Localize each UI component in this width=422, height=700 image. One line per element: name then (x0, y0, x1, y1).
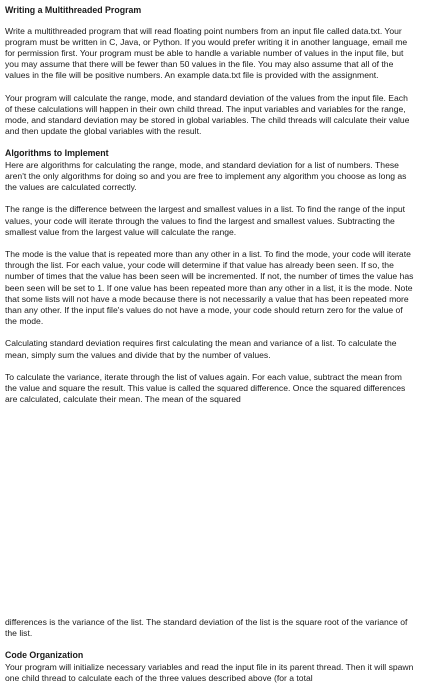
algorithms-heading: Algorithms to Implement (5, 148, 109, 159)
variance-continued-paragraph: differences is the variance of the list. The standard deviation of the list is the square root of the variance of the list. (5, 617, 408, 639)
intro-paragraph: Write a multithreaded program that will read floating point numbers from an input file called data.txt. Your program must be written in C, Java, or Python. If you would prefer writing it in another language, email me for permission first. Your program must be able to handle a variable number of values in the input file, but you may assume that there will be fewer than 50 values in the file. You may also assume that all of the values in the file will be positive numbers. An example data.txt file is provided with the assignment. (5, 25, 408, 81)
mode-paragraph: The mode is the value that is repeated more than any other in a list. To find the mode, your code will iterate through the list. For each value, your code will determine if that value has already been seen. If so, the number of times that the value has been seen will be incremented. If not, the number of times the value has been seen will be set to 1. If one value has been repeated more than any other in a list, it is the mode. Note that some lists will not have a mode because there is not necessarily a value that has been repeated more than any other. If the input file's values do not have a mode, your code should return zero for the value of the mode. (5, 249, 414, 327)
calculation-paragraph: Your program will calculate the range, mode, and standard deviation of the values from the input file. Each of these calculations will happen in their own child thread. The input variables and variables for the range, mode, and standard deviation may be stored in global variables. The child threads will calculate their value and then update the global variables with the result. (5, 92, 410, 137)
algorithms-intro-paragraph: Here are algorithms for calculating the range, mode, and standard deviation for a list of numbers. These aren't the only algorithms for doing so and you are free to implement any algorithm you choose as long as the values are calculated correctly. (5, 159, 407, 193)
variance-paragraph: To calculate the variance, iterate through the list of values again. For each value, subtract the mean from the value and square the result. This value is called the squared difference. Once the squared differences are calculated, calculate their mean. The mean of the squared (5, 371, 406, 405)
code-organization-heading: Code Organization (5, 650, 84, 661)
range-paragraph: The range is the difference between the largest and smallest values in a list. To find the range of the input values, your code will iterate through the values to find the largest and smallest values. Subtracting the smallest value from the largest value will calculate the range. (5, 204, 406, 237)
document-title: Writing a Multithreaded Program (5, 5, 142, 15)
document-page-2 (0, 617, 422, 695)
document-page-1 (0, 5, 422, 416)
code-organization-paragraph: Your program will initialize necessary variables and read the input file in its parent thread. Then it will spawn one child thread to calculate each of the three values described above (for a total (5, 661, 414, 684)
std-dev-paragraph: Calculating standard deviation requires first calculating the mean and variance of a list. To calculate the mean, simply sum the values and divide that by the number of values. (5, 338, 397, 360)
